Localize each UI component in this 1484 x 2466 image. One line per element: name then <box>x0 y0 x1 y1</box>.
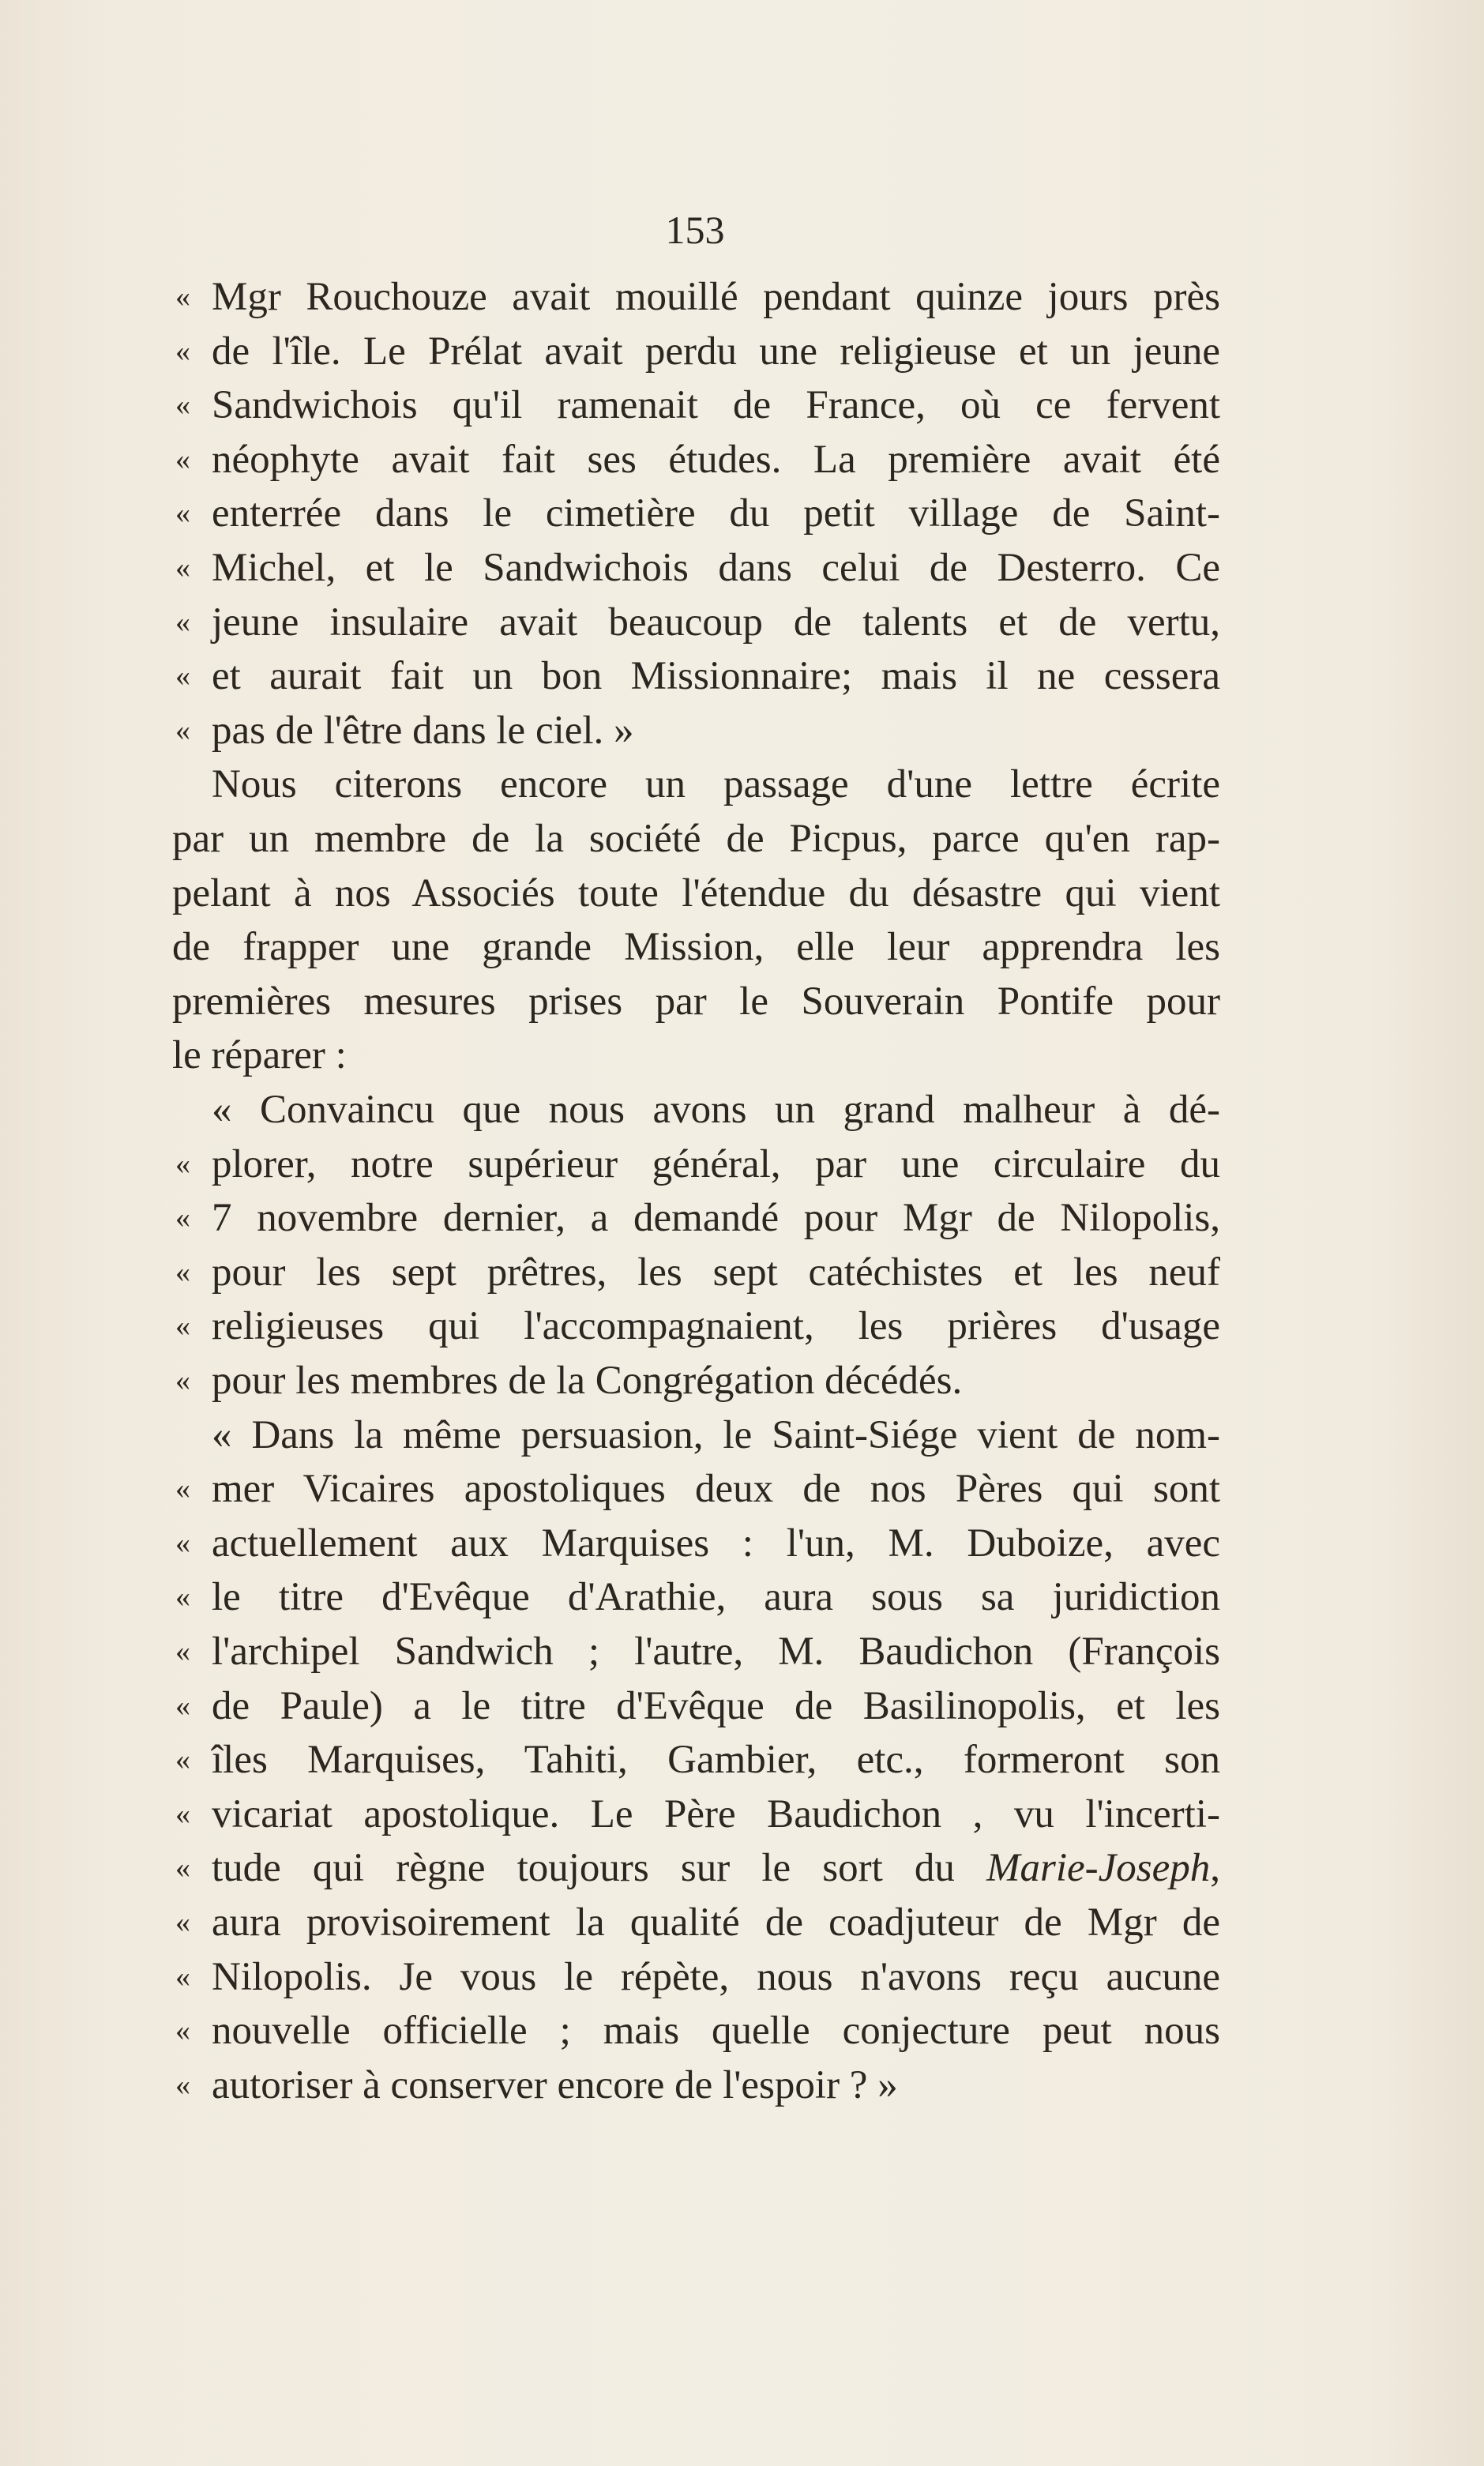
text-line <box>0 431 1484 488</box>
line-text-main: le réparer : <box>172 1033 347 1078</box>
line-text <box>212 1678 1220 1735</box>
text-line <box>0 1298 1484 1355</box>
quote-mark: « <box>175 1797 190 1831</box>
line-text-main: de l'île. Le Prélat avait perdu une religieuse et un jeune <box>212 329 1220 374</box>
text-line <box>0 919 1484 975</box>
text-line <box>0 1190 1484 1246</box>
line-text-main: « Convaincu que nous avons un grand malheur à dé- <box>212 1088 1220 1132</box>
line-text-main: par un membre de la société de Picpus, parce qu'en rap- <box>172 817 1220 861</box>
quote-mark: « <box>175 713 190 747</box>
text-line <box>0 865 1484 922</box>
line-text-main: plorer, notre supérieur général, par une circulaire du <box>212 1141 1220 1186</box>
text-line <box>0 1786 1484 1843</box>
line-text-main: enterrée dans le cimetière du petit village de Saint- <box>212 491 1220 536</box>
line-text-main: Michel, et le Sandwichois dans celui de Desterro. Ce <box>212 546 1220 590</box>
line-text-main: mer Vicaires apostoliques deux de nos Pères qui sont <box>212 1467 1220 1512</box>
line-text <box>212 2002 1220 2059</box>
line-text-after: , <box>1210 1846 1220 1891</box>
line-text-main: Sandwichois qu'il ramenait de France, où ce fervent <box>212 383 1220 428</box>
line-text <box>212 1949 1220 2006</box>
quote-mark: « <box>175 1526 190 1560</box>
line-text <box>212 594 1220 651</box>
text-line <box>0 973 1484 1030</box>
line-text-main: actuellement aux Marquises : l'un, M. Duboize, avec <box>212 1521 1220 1566</box>
line-text-main: le titre d'Evêque d'Arathie, aura sous sa juridiction <box>212 1575 1220 1620</box>
line-text-main: 7 novembre dernier, a demandé pour Mgr de Nilopolis, <box>212 1196 1220 1241</box>
line-text <box>212 1786 1220 1843</box>
line-text <box>172 1027 1220 1084</box>
line-text <box>212 485 1220 542</box>
line-text <box>212 323 1220 380</box>
line-text <box>172 810 1220 867</box>
quote-mark: « <box>175 1255 190 1289</box>
line-text-main: pour les sept prêtres, les sept catéchistes et les neuf <box>212 1250 1220 1295</box>
quote-mark: « <box>175 1960 190 1994</box>
quote-mark: « <box>175 442 190 476</box>
line-text <box>212 1190 1220 1246</box>
quote-mark: « <box>175 1201 190 1235</box>
text-line <box>0 1460 1484 1517</box>
quote-mark: « <box>175 660 190 694</box>
quote-mark: « <box>175 551 190 585</box>
line-text <box>172 865 1220 922</box>
line-text-main: Nilopolis. Je vous le répète, nous n'avons reçu aucune <box>212 1954 1220 1999</box>
line-text-main: tude qui règne toujours sur le sort du <box>212 1846 955 1891</box>
line-text <box>212 648 1220 705</box>
quote-mark: « <box>175 1743 190 1777</box>
text-line <box>0 2057 1484 2114</box>
quote-mark: « <box>175 334 190 368</box>
text-line <box>0 1623 1484 1680</box>
line-text <box>212 431 1220 488</box>
line-text <box>172 919 1220 975</box>
line-text <box>212 269 1220 325</box>
line-text-main: pas de l'être dans le ciel. » <box>212 708 634 753</box>
line-text-main: néophyte avait fait ses études. La première avait été <box>212 437 1220 482</box>
text-line <box>0 1569 1484 1626</box>
quote-mark: « <box>175 389 190 423</box>
line-text-main: « Dans la même persuasion, le Saint-Siége vient de nom- <box>212 1412 1220 1457</box>
line-text-main: pour les membres de la Congrégation décédés. <box>212 1359 963 1403</box>
quote-mark: « <box>175 2068 190 2102</box>
line-text <box>212 1081 1220 1138</box>
text-line <box>0 1840 1484 1896</box>
text-line <box>0 648 1484 705</box>
text-line <box>0 1407 1484 1464</box>
quote-mark: « <box>175 1147 190 1181</box>
text-line <box>0 1678 1484 1735</box>
line-text <box>212 1731 1220 1788</box>
quote-mark: « <box>175 605 190 639</box>
line-text <box>212 1515 1220 1572</box>
line-text-main: de Paule) a le titre d'Evêque de Basilinopolis, et les <box>212 1683 1220 1728</box>
line-text-main: pelant à nos Associés toute l'étendue du désastre qui vient <box>172 870 1220 915</box>
text-line <box>0 1244 1484 1301</box>
text-line <box>0 702 1484 759</box>
line-text-main: religieuses qui l'accompagnaient, les prières d'usage <box>212 1304 1220 1349</box>
quote-mark: « <box>175 1906 190 1939</box>
text-line <box>0 1352 1484 1409</box>
quote-mark: « <box>175 2014 190 2048</box>
line-text-main: vicariat apostolique. Le Père Baudichon , vu l'incerti- <box>212 1791 1220 1836</box>
text-line <box>0 1081 1484 1138</box>
line-text-main: jeune insulaire avait beaucoup de talents et de vertu, <box>212 600 1220 645</box>
quote-mark: « <box>175 1310 190 1344</box>
text-line <box>0 1731 1484 1788</box>
line-text <box>212 1840 1220 1896</box>
text-line <box>0 539 1484 596</box>
text-line <box>0 810 1484 867</box>
quote-mark: « <box>175 280 190 314</box>
line-text <box>212 1352 1220 1409</box>
line-text-main: îles Marquises, Tahiti, Gambier, etc., formeront son <box>212 1738 1220 1783</box>
text-line <box>0 756 1484 813</box>
text-line <box>0 2002 1484 2059</box>
line-text-main: Nous citerons encore un passage d'une lettre écrite <box>212 762 1220 807</box>
line-text-main: de frapper une grande Mission, elle leur apprendra les <box>172 925 1220 970</box>
text-line <box>0 1136 1484 1193</box>
text-line <box>0 1515 1484 1572</box>
line-text-main: premières mesures prises par le Souverain Pontife pour <box>172 979 1220 1024</box>
text-line <box>0 1949 1484 2006</box>
quote-mark: « <box>175 497 190 531</box>
quote-mark: « <box>175 1581 190 1615</box>
line-text <box>212 1623 1220 1680</box>
quote-mark: « <box>175 1364 190 1397</box>
text-line <box>0 269 1484 325</box>
line-text-main: aura provisoirement la qualité de coadjuteur de Mgr de <box>212 1900 1220 1945</box>
text-line <box>0 1894 1484 1951</box>
line-text <box>172 973 1220 1030</box>
line-text <box>212 2057 1220 2114</box>
italic-ship-name: Marie-Joseph <box>986 1846 1211 1891</box>
text-line <box>0 485 1484 542</box>
line-text <box>212 1244 1220 1301</box>
line-text <box>212 377 1220 434</box>
text-line <box>0 377 1484 434</box>
text-line <box>0 323 1484 380</box>
quote-mark: « <box>175 1472 190 1506</box>
text-line <box>0 594 1484 651</box>
text-line <box>0 1027 1484 1084</box>
quote-mark: « <box>175 1635 190 1668</box>
line-text-main: Mgr Rouchouze avait mouillé pendant quinze jours près <box>212 275 1220 319</box>
line-text-main: autoriser à conserver encore de l'espoir ? » <box>212 2062 898 2107</box>
quote-mark: « <box>175 1851 190 1885</box>
line-text <box>212 702 1220 759</box>
line-text <box>212 1460 1220 1517</box>
line-text <box>212 1298 1220 1355</box>
line-text <box>212 1407 1220 1464</box>
line-text <box>212 1894 1220 1951</box>
line-text-main: nouvelle officielle ; mais quelle conjecture peut nous <box>212 2009 1220 2054</box>
line-text <box>212 539 1220 596</box>
line-text <box>212 1136 1220 1193</box>
line-text-main: et aurait fait un bon Missionnaire; mais il ne cessera <box>212 654 1220 699</box>
line-text-main: l'archipel Sandwich ; l'autre, M. Baudichon (François <box>212 1630 1220 1674</box>
page-number: 153 <box>665 208 725 252</box>
quote-mark: « <box>175 1689 190 1723</box>
line-text <box>212 1569 1220 1626</box>
line-text <box>212 756 1220 813</box>
